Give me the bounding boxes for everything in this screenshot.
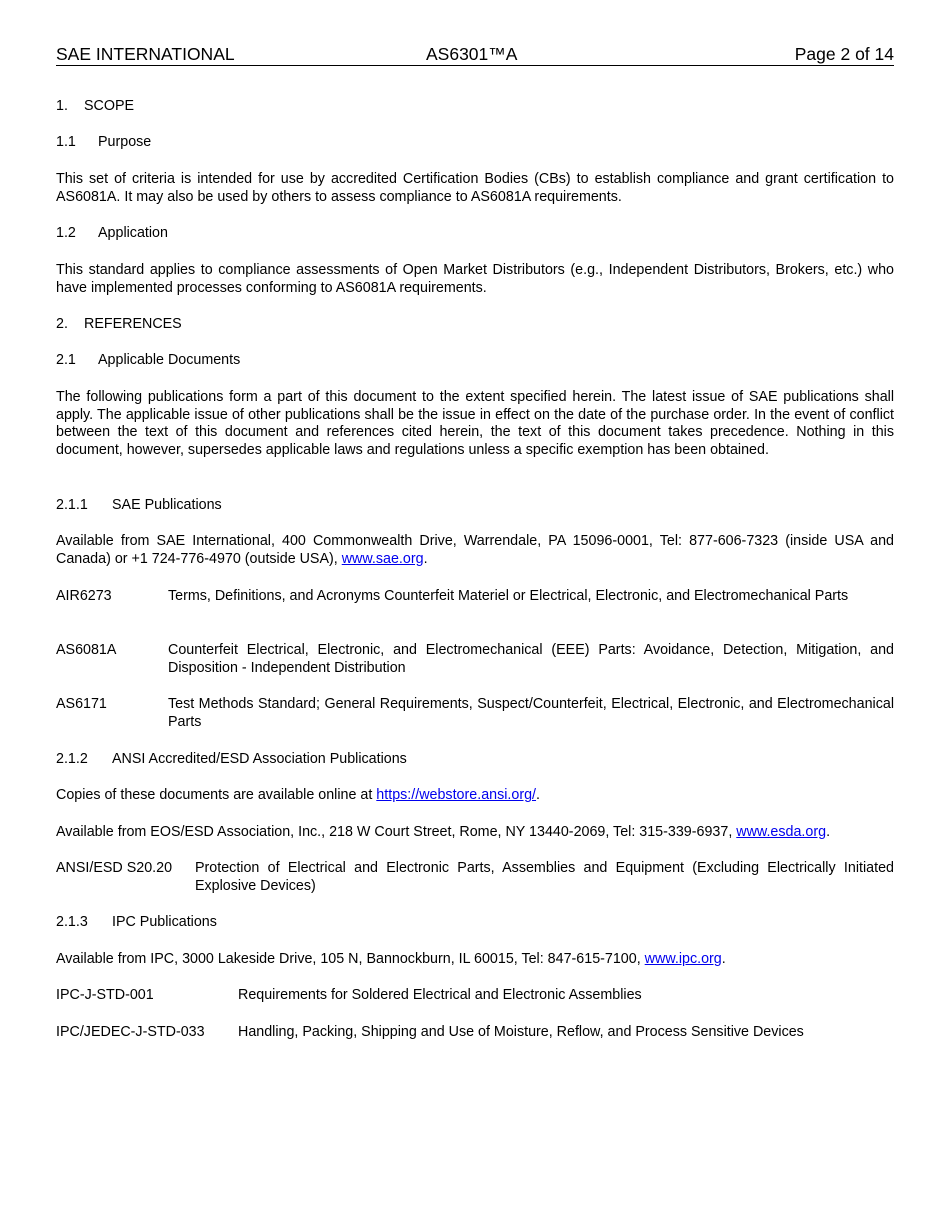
- body-text: .: [536, 787, 541, 803]
- section-title: IPC Publications: [112, 914, 217, 930]
- section-number: 1.1: [56, 134, 76, 150]
- section-title: REFERENCES: [84, 316, 182, 332]
- section-title: Purpose: [98, 134, 152, 150]
- reference-code: IPC-J-STD-001: [56, 987, 154, 1003]
- ansi-webstore-link[interactable]: https://webstore.ansi.org/: [376, 787, 537, 803]
- body-text: Available from IPC, 3000 Lakeside Drive, 105 N, Bannockburn, IL 60015, Tel: 847-615-7100,: [56, 951, 645, 967]
- section-2-1-2-heading: [56, 751, 407, 769]
- reference-description: Test Methods Standard; General Requirements, Suspect/Counterfeit, Electrical, Electronic, and Electromechanical Parts: [168, 696, 894, 730]
- section-1-heading: [56, 98, 134, 116]
- reference-code: AS6081A: [56, 642, 117, 658]
- esda-availability-text: [56, 824, 830, 842]
- reference-description: Terms, Definitions, and Acronyms Counterfeit Materiel or Electrical, Electronic, and Electromechanical Parts: [168, 588, 849, 604]
- reference-code: ANSI/ESD S20.20: [56, 860, 173, 876]
- ipc-website-link[interactable]: www.ipc.org: [644, 951, 722, 967]
- reference-code: IPC/JEDEC-J-STD-033: [56, 1024, 205, 1040]
- reference-code: AIR6273: [56, 588, 112, 604]
- reference-description: Protection of Electrical and Electronic Parts, Assemblies and Equipment (Excluding Electrically Initiated Explosive Devices): [195, 860, 894, 894]
- section-number: 1.2: [56, 225, 76, 241]
- section-1-1-body: This set of criteria is intended for use by accredited Certification Bodies (CBs) to establish compliance and grant certification to AS6081A. It may also be used by others to assess compliance to AS6081A requirements.: [56, 171, 894, 205]
- section-title: Application: [98, 225, 168, 241]
- body-text: Available from SAE International, 400 Commonwealth Drive, Warrendale, PA 15096-0001, Tel: 877-606-7323 (inside USA and Canada) or +1 724-776-4970 (outside USA),: [56, 533, 894, 567]
- section-2-1-1-body: [56, 533, 894, 568]
- reference-description: Handling, Packing, Shipping and Use of Moisture, Reflow, and Process Sensitive Devices: [238, 1024, 804, 1040]
- section-title: Applicable Documents: [98, 352, 241, 368]
- header-doc-id: AS6301™A: [426, 44, 518, 64]
- body-text: .: [721, 951, 726, 967]
- section-title: SCOPE: [84, 98, 135, 114]
- section-number: 1.: [56, 98, 68, 114]
- section-2-1-heading: [56, 352, 240, 370]
- section-title: SAE Publications: [112, 497, 222, 513]
- section-2-1-3-heading: [56, 914, 217, 932]
- section-number: 2.: [56, 316, 68, 332]
- section-number: 2.1: [56, 352, 76, 368]
- page-header: [56, 44, 894, 66]
- section-number: 2.1.2: [56, 751, 88, 767]
- section-1-2-body: This standard applies to compliance assessments of Open Market Distributors (e.g., Independent Distributors, Brokers, etc.) who have implemented processes conforming to AS6081A requirements.: [56, 262, 894, 296]
- section-2-heading: [56, 316, 182, 334]
- header-page-number: Page 2 of 14: [794, 44, 894, 64]
- body-text: .: [826, 824, 831, 840]
- section-number: 2.1.1: [56, 497, 88, 513]
- header-org: SAE INTERNATIONAL: [56, 44, 235, 64]
- section-2-1-body: The following publications form a part of this document to the extent specified herein. The latest issue of SAE publications shall apply. The applicable issue of other publications shall be the issue in effect on the date of the purchase order. In the event of conflict between the text of this document and references cited herein, the text of this document takes precedence. Nothing in this document, however, supersedes applicable laws and regulations unless a specific exemption has been obtained.: [56, 389, 894, 458]
- section-number: 2.1.3: [56, 914, 88, 930]
- section-2-1-1-heading: [56, 497, 222, 515]
- esda-website-link[interactable]: www.esda.org: [736, 824, 827, 840]
- section-1-1-heading: [56, 134, 151, 152]
- body-text: Available from EOS/ESD Association, Inc., 218 W Court Street, Rome, NY 13440-2069, Tel: 315-339-6937,: [56, 824, 737, 840]
- body-text: .: [423, 550, 428, 567]
- sae-website-link[interactable]: www.sae.org: [341, 550, 424, 567]
- reference-description: Requirements for Soldered Electrical and Electronic Assemblies: [238, 987, 642, 1003]
- reference-description: Counterfeit Electrical, Electronic, and Electromechanical (EEE) Parts: Avoidance, Detection, Mitigation, and Disposition - Independent Distribution: [168, 642, 894, 676]
- body-text: Copies of these documents are available online at: [56, 787, 377, 803]
- reference-code: AS6171: [56, 696, 107, 712]
- section-1-2-heading: [56, 225, 168, 243]
- ansi-copies-text: [56, 787, 540, 805]
- section-title: ANSI Accredited/ESD Association Publications: [112, 751, 407, 767]
- ipc-availability-text: [56, 951, 726, 969]
